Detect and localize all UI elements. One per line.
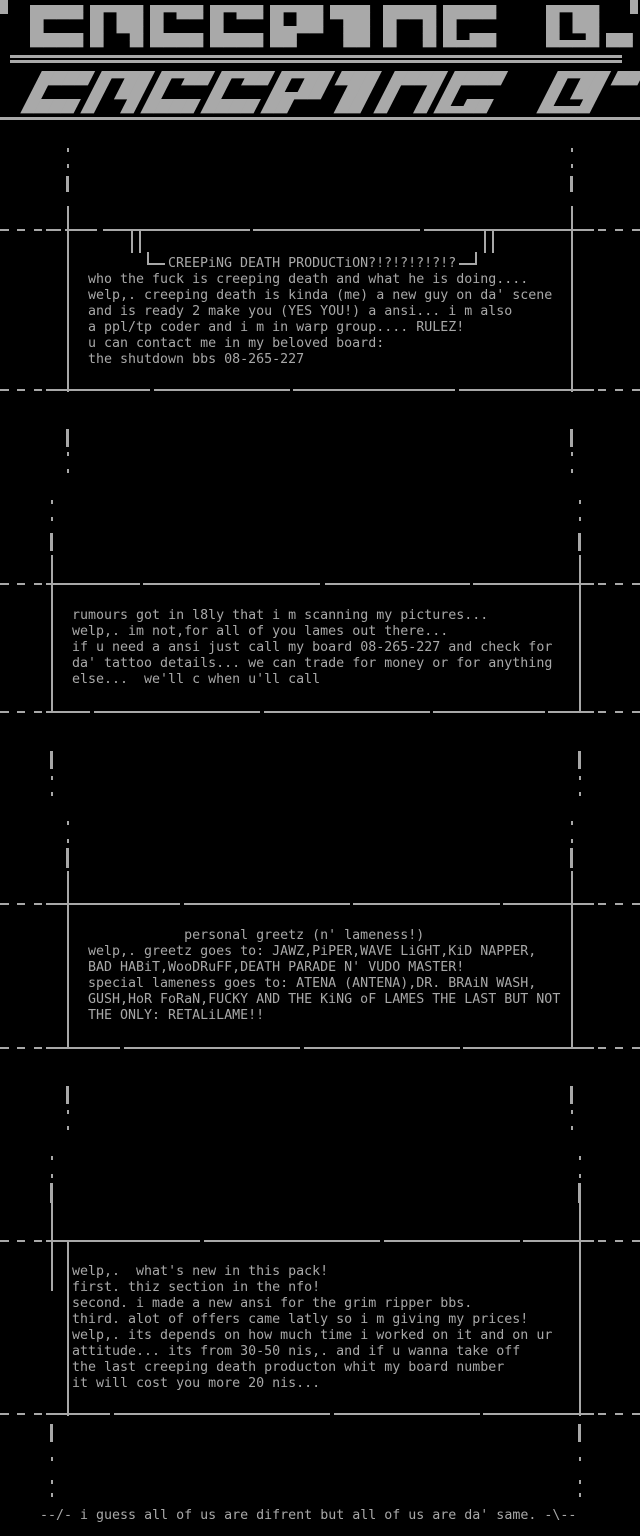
frame-vline: [51, 792, 53, 796]
divider-line: [548, 711, 594, 713]
divider-dash: [0, 903, 9, 905]
text-line: special lameness goes to: ATENA (ANTENA),DR. BRAiN WASH,: [88, 976, 537, 991]
text-line: who the fuck is creeping death and what he is doing....: [88, 272, 529, 287]
text-line: welp,. its depends on how much time i worked on it and on ur: [72, 1328, 553, 1343]
divider-dash: [598, 229, 606, 231]
title-bracket: [484, 231, 486, 253]
divider-line: [46, 1047, 120, 1049]
divider-dash: [598, 583, 606, 585]
divider-line: [204, 1240, 380, 1242]
frame-vline: [578, 751, 581, 769]
divider-dash: [632, 903, 640, 905]
divider-line: [459, 389, 594, 391]
text-line: attitude... its from 30-50 nis,. and if u wanna take off: [72, 1344, 521, 1359]
frame-vline: [571, 871, 573, 904]
divider-line: [503, 903, 594, 905]
divider-dash: [0, 389, 9, 391]
frame-vline: [570, 176, 573, 192]
frame-vline: [66, 1086, 69, 1104]
divider-dash: [0, 711, 9, 713]
frame-vline: [571, 903, 573, 1048]
frame-vline: [50, 1183, 53, 1203]
frame-vline: [579, 1493, 581, 1497]
divider-line: [184, 903, 350, 905]
frame-vline: [51, 517, 53, 521]
divider-line: [46, 229, 61, 231]
logo-row-slanted: [20, 71, 640, 113]
divider-dash: [598, 711, 606, 713]
frame-vline: [571, 148, 573, 152]
frame-vline: [570, 1086, 573, 1104]
text-line: a ppl/tp coder and i m in warp group.... RULEZ!: [88, 320, 465, 335]
divider-line: [46, 711, 90, 713]
text-line: welp,. greetz goes to: JAWZ,PiPER,WAVE LiGHT,KiD NAPPER,: [88, 944, 537, 959]
frame-vline: [579, 1203, 581, 1241]
frame-vline: [579, 1480, 581, 1484]
divider-dash: [632, 389, 640, 391]
divider-dash: [598, 903, 606, 905]
frame-vline: [67, 452, 69, 456]
text-line: if u need a ansi just call my board 08-265-227 and check for: [72, 640, 553, 655]
divider-dash: [17, 583, 25, 585]
divider-line: [143, 583, 320, 585]
divider-line: [424, 229, 594, 231]
divider-dash: [615, 903, 623, 905]
divider-line: [325, 583, 470, 585]
frame-vline: [571, 164, 573, 168]
divider-line: [154, 389, 290, 391]
text-line: BAD HABiT,WooDRuFF,DEATH PARADE N' VUDO MASTER!: [88, 960, 465, 975]
frame-vline: [51, 500, 53, 504]
frame-vline: [579, 792, 581, 796]
frame-vline: [67, 903, 69, 1048]
text-line: u can contact me in my beloved board:: [88, 336, 385, 351]
frame-vline: [51, 1174, 53, 1178]
frame-vline: [571, 821, 573, 825]
text-line: the shutdown bbs 08-265-227: [88, 352, 305, 367]
divider-dash: [598, 389, 606, 391]
frame-vline: [578, 1424, 581, 1442]
divider-line: [304, 1047, 460, 1049]
frame-vline: [571, 1110, 573, 1114]
divider-dash: [0, 229, 9, 231]
frame-vline: [579, 517, 581, 521]
frame-vline: [51, 1203, 53, 1291]
frame-vline: [51, 1480, 53, 1484]
text-line: welp,. im not,for all of you lames out there...: [72, 624, 449, 639]
frame-vline: [67, 1126, 69, 1130]
divider-line: [114, 1413, 330, 1415]
creeping-d-logo: [0, 0, 640, 120]
divider-dash: [34, 1047, 42, 1049]
divider-line: [253, 229, 420, 231]
divider-dash: [0, 1240, 9, 1242]
divider-line: [46, 1413, 110, 1415]
title-bracket: [492, 231, 494, 253]
frame-vline: [50, 751, 53, 769]
text-line: da' tattoo details... we can trade for money or for anything: [72, 656, 553, 671]
frame-vline: [66, 848, 69, 868]
frame-vline: [67, 229, 69, 392]
text-line: first. thiz section in the nfo!: [72, 1280, 321, 1295]
frame-vline: [66, 429, 69, 447]
frame-vline: [51, 583, 53, 712]
divider-dash: [632, 1047, 640, 1049]
divider-line: [264, 711, 430, 713]
text-line: else... we'll c when u'll call: [72, 672, 321, 687]
frame-vline: [50, 1424, 53, 1442]
frame-vline: [570, 848, 573, 868]
text-line: and is ready 2 make you (YES YOU!) a ansi... i m also: [88, 304, 513, 319]
frame-vline: [51, 1493, 53, 1497]
divider-dash: [615, 1047, 623, 1049]
text-line: second. i made a new ansi for the grim ripper bbs.: [72, 1296, 473, 1311]
frame-vline: [579, 583, 581, 712]
divider-line: [46, 389, 150, 391]
text-line: GUSH,HoR FoRaN,FUCKY AND THE KiNG oF LAMES THE LAST BUT NOT: [88, 992, 561, 1007]
divider-dash: [0, 583, 9, 585]
frame-vline: [571, 839, 573, 843]
divider-line: [46, 903, 180, 905]
logo-row-big: [30, 5, 633, 47]
divider-dash: [615, 229, 623, 231]
divider-dash: [34, 903, 42, 905]
divider-dash: [632, 1413, 640, 1415]
frame-vline: [579, 555, 581, 584]
divider-line: [334, 1413, 480, 1415]
divider-line: [483, 1413, 594, 1415]
title-bracket: [149, 263, 165, 265]
divider-dash: [34, 583, 42, 585]
frame-vline: [50, 533, 53, 551]
divider-line: [523, 1240, 594, 1242]
divider-dash: [17, 1047, 25, 1049]
frame-vline: [51, 1457, 53, 1461]
divider-dash: [0, 1047, 9, 1049]
frame-vline: [67, 1110, 69, 1114]
divider-line: [46, 1240, 200, 1242]
text-line: welp,. creeping death is kinda (me) a new guy on da' scene: [88, 288, 553, 303]
divider-dash: [17, 389, 25, 391]
frame-vline: [571, 206, 573, 230]
text-line: THE ONLY: RETALiLAME!!: [88, 1008, 265, 1023]
frame-vline: [51, 555, 53, 584]
title-bracket: [139, 231, 141, 253]
divider-line: [65, 229, 97, 231]
divider-dash: [17, 1240, 25, 1242]
divider-dash: [598, 1413, 606, 1415]
divider-dash: [34, 1240, 42, 1242]
frame-vline: [579, 1240, 581, 1416]
frame-vline: [578, 1183, 581, 1203]
divider-line: [463, 1047, 594, 1049]
frame-vline: [578, 533, 581, 551]
divider-line: [293, 389, 455, 391]
divider-dash: [0, 1413, 9, 1415]
divider-line: [384, 1240, 520, 1242]
text-line: rumours got in l8ly that i m scanning my pictures...: [72, 608, 489, 623]
divider-dash: [34, 711, 42, 713]
divider-dash: [615, 583, 623, 585]
title-bracket: [475, 252, 477, 265]
divider-line: [473, 583, 594, 585]
divider-dash: [615, 1240, 623, 1242]
title-bracket: [459, 263, 475, 265]
box-title: CREEPiNG DEATH PRODUCTiON?!?!?!?!?!?: [168, 256, 457, 271]
divider-line: [353, 903, 500, 905]
frame-vline: [579, 1156, 581, 1160]
divider-dash: [632, 583, 640, 585]
frame-vline: [67, 839, 69, 843]
divider-dash: [34, 229, 42, 231]
divider-dash: [34, 389, 42, 391]
frame-vline: [571, 469, 573, 473]
frame-vline: [67, 164, 69, 168]
frame-vline: [67, 206, 69, 230]
text-line: it will cost you more 20 nis...: [72, 1376, 321, 1391]
divider-dash: [615, 711, 623, 713]
divider-dash: [17, 903, 25, 905]
frame-vline: [571, 1126, 573, 1130]
frame-vline: [571, 452, 573, 456]
frame-vline: [67, 469, 69, 473]
frame-vline: [67, 1240, 69, 1416]
text-line: third. alot of offers came latly so i m giving my prices!: [72, 1312, 529, 1327]
divider-line: [46, 583, 140, 585]
frame-vline: [579, 1174, 581, 1178]
divider-dash: [615, 1413, 623, 1415]
text-line: --/- i guess all of us are difrent but all of us are da' same. -\--: [40, 1508, 577, 1523]
text-line: welp,. what's new in this pack!: [72, 1264, 329, 1279]
divider-dash: [632, 711, 640, 713]
frame-vline: [579, 500, 581, 504]
divider-dash: [615, 389, 623, 391]
divider-dash: [17, 229, 25, 231]
divider-dash: [34, 1413, 42, 1415]
frame-vline: [579, 776, 581, 780]
divider-line: [103, 229, 250, 231]
frame-vline: [579, 1457, 581, 1461]
frame-vline: [570, 429, 573, 447]
divider-dash: [17, 711, 25, 713]
divider-dash: [598, 1240, 606, 1242]
divider-dash: [598, 1047, 606, 1049]
frame-vline: [571, 229, 573, 392]
divider-dash: [632, 1240, 640, 1242]
text-line: personal greetz (n' lameness!): [88, 928, 425, 943]
divider-line: [94, 711, 260, 713]
divider-line: [124, 1047, 300, 1049]
divider-dash: [632, 229, 640, 231]
frame-vline: [67, 871, 69, 904]
title-bracket: [131, 231, 133, 253]
frame-vline: [67, 148, 69, 152]
frame-vline: [51, 776, 53, 780]
frame-vline: [67, 821, 69, 825]
frame-vline: [66, 176, 69, 192]
divider-line: [433, 711, 545, 713]
frame-vline: [51, 1156, 53, 1160]
divider-dash: [17, 1413, 25, 1415]
text-line: the last creeping death producton whit my board number: [72, 1360, 505, 1375]
